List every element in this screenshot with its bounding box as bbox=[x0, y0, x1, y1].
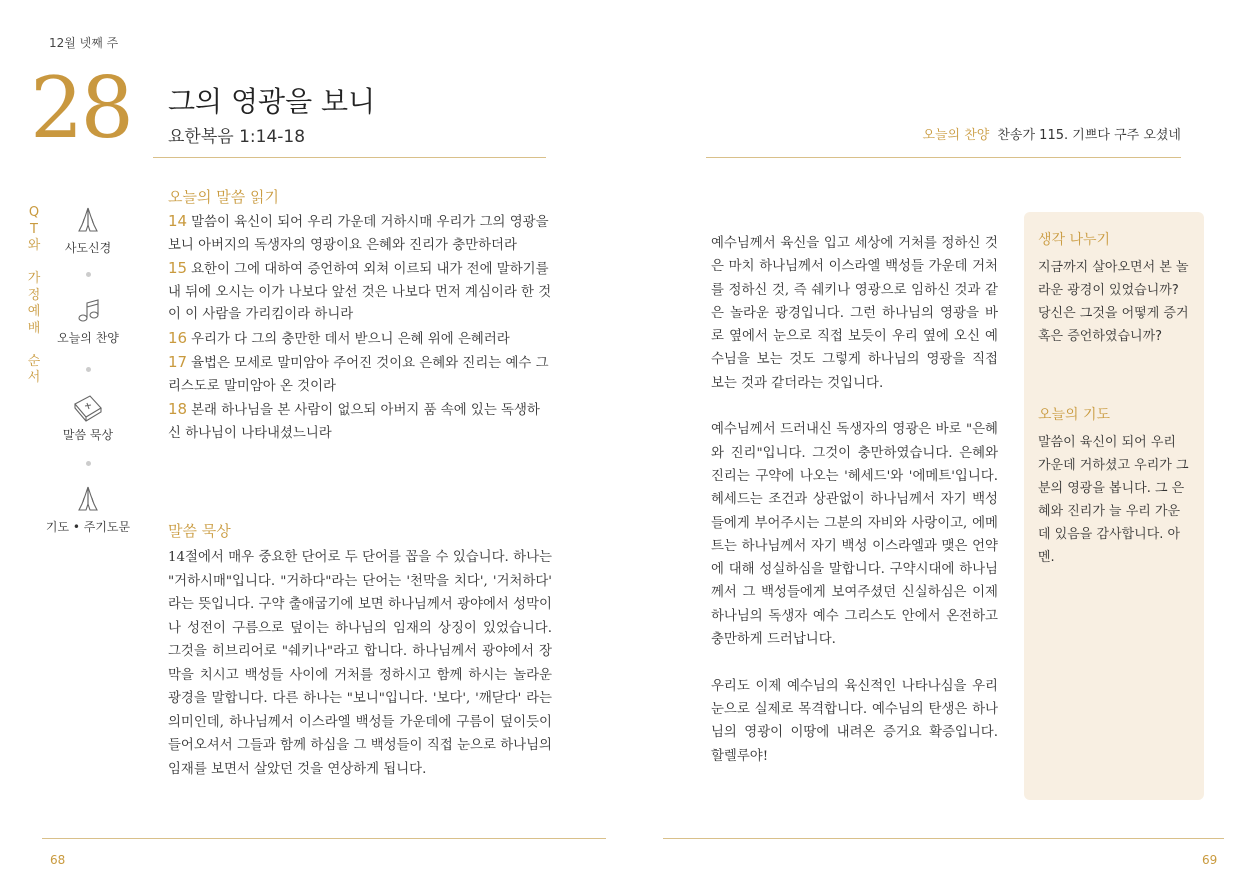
step-label: 사도신경 bbox=[64, 241, 112, 255]
step-apostles-creed bbox=[38, 205, 138, 256]
week-label: 12월 넷째 주 bbox=[49, 36, 119, 50]
step-label: 오늘의 찬양 bbox=[57, 331, 119, 345]
page-title: 그의 영광을 보니 bbox=[168, 85, 376, 118]
footer-divider-left bbox=[42, 838, 606, 839]
hymn-label: 오늘의 찬양 bbox=[922, 128, 990, 143]
step-prayer bbox=[38, 484, 138, 535]
todays-hymn bbox=[922, 124, 1181, 143]
hymn-value: 찬송가 115. 기쁘다 구주 오셨네 bbox=[997, 128, 1181, 143]
sidebar-vertical-label: Q T 와 가 정 예 배 순 서 bbox=[27, 205, 41, 385]
verse-list bbox=[168, 210, 552, 445]
praying-hands-icon bbox=[73, 205, 103, 235]
header-divider-left bbox=[153, 157, 546, 158]
praying-hands-icon bbox=[73, 484, 103, 514]
verse: 17 율법은 모세로 말미암아 주어진 것이요 은혜와 진리는 예수 그리스도로 말미암아 온 것이라 bbox=[168, 353, 549, 394]
step-label: 말씀 묵상 bbox=[62, 428, 114, 442]
prayer-body: 말씀이 육신이 되어 우리 가운데 거하셨고 우리가 그분의 영광을 봅니다. 그 은혜와 진리가 늘 우리 가운데 있음을 감사합니다. 아멘. bbox=[1038, 435, 1189, 565]
step-meditation bbox=[38, 392, 138, 443]
reflection-box bbox=[1024, 212, 1204, 800]
paragraph: 예수님께서 드러내신 독생자의 영광은 바로 "은혜와 진리"입니다. 그것이 충만하였습니다. 은혜와 진리는 구약에 나오는 '헤세드'와 '에메트'입니다. 헤세드는 조건과 상관없이 하나님께서 자기 백성들에게 부어주시는 그분의 자비와 사랑이고, 에메트는 하나님께서 자기 백성 이스라엘과 맺은 언약에 대해 성실하심을 말합니다. 구약시대에 하나님께서 그 백성들에게 보여주셨던 신실하심은 이제 하나님의 독생자 예수 그리스도 안에서 온전하고 충만하게 드러납니다. bbox=[711, 422, 998, 648]
prayer-heading: 오늘의 기도 bbox=[1038, 407, 1111, 423]
footer-divider-right bbox=[663, 838, 1224, 839]
verse: 18 본래 하나님을 본 사람이 없으되 아버지 품 속에 있는 독생하신 하나님이 나타내셨느니라 bbox=[168, 400, 540, 441]
paragraph: 예수님께서 육신을 입고 세상에 거처를 정하신 것은 마치 하나님께서 이스라엘 백성들 가운데 거처를 정하신 것, 즉 쉐키나 영광으로 임하신 것과 같은 놀라운 광경입니다. 그런 하나님의 영광을 바로 옆에서 눈으로 직접 보듯이 우리 옆에 오신 예수님을 보는 것도 그렇게 하나님의 영광을 직접 보는 것과 같더라는 것입니다. bbox=[711, 236, 998, 391]
share-heading: 생각 나누기 bbox=[1038, 232, 1111, 248]
step-separator-dot bbox=[86, 272, 91, 277]
music-note-icon bbox=[73, 297, 103, 325]
verse: 15 요한이 그에 대하여 증언하여 외쳐 이르되 내가 전에 말하기를 내 뒤에 오시는 이가 나보다 앞선 것은 나보다 먼저 계심이라 한 것이 이 사람을 가리킴이라 하니라 bbox=[168, 259, 552, 322]
bible-icon bbox=[72, 392, 104, 422]
share-body: 지금까지 살아오면서 본 놀라운 광경이 있었습니까? 당신은 그것을 어떻게 증거 혹은 증언하였습니까? bbox=[1038, 260, 1189, 344]
scripture-reference: 요한복음 1:14-18 bbox=[168, 127, 306, 147]
step-separator-dot bbox=[86, 461, 91, 466]
verse: 16 우리가 다 그의 충만한 데서 받으니 은혜 위에 은혜러라 bbox=[168, 328, 510, 347]
meditation-body: 14절에서 매우 중요한 단어로 두 단어를 꼽을 수 있습니다. 하나는 "거하시매"입니다. "거하다"라는 단어는 '천막을 치다', '거처하다' 라는 뜻입니다. 구약 출애굽기에 보면 하나님께서 광야에서 성막이나 성전이 구름으로 덮이는 하나님의 임재의 상징이 있었습니다. 그것을 히브리어로 "쉐키나"라고 합니다. 하나님께서 광야에서 장막을 치시고 백성들 사이에 거처를 정하시고 함께 하시는 놀라운 광경을 말합니다. 다른 하나는 "보니"입니다. '보다', '깨닫다' 라는 의미인데, 하나님께서 이스라엘 백성들 가운데에 구름이 덮이듯이 들어오셔서 그들과 함께 하심을 그 백성들이 직접 눈으로 하나님의 임재를 보면서 살았던 것을 연상하게 됩니다. bbox=[168, 550, 552, 777]
page-number-right: 69 bbox=[1202, 853, 1218, 867]
step-label: 기도 • 주기도문 bbox=[45, 520, 131, 534]
meditation-continued bbox=[711, 232, 998, 791]
paragraph: 우리도 이제 예수님의 육신적인 나타나심을 우리 눈으로 실제로 목격합니다. 예수님의 탄생은 하나님의 영광이 이땅에 내려온 증거요 확증입니다. 할렐루야! bbox=[711, 678, 998, 764]
verse: 14 말씀이 육신이 되어 우리 가운데 거하시매 우리가 그의 영광을 보니 아버지의 독생자의 영광이요 은혜와 진리가 충만하더라 bbox=[168, 212, 549, 253]
day-number: 28 bbox=[30, 59, 131, 157]
page-number-left: 68 bbox=[50, 853, 66, 867]
reading-heading: 오늘의 말씀 읽기 bbox=[168, 188, 279, 206]
meditation-heading: 말씀 묵상 bbox=[168, 522, 231, 540]
step-todays-hymn bbox=[38, 297, 138, 346]
step-separator-dot bbox=[86, 367, 91, 372]
header-divider-right bbox=[706, 157, 1181, 158]
